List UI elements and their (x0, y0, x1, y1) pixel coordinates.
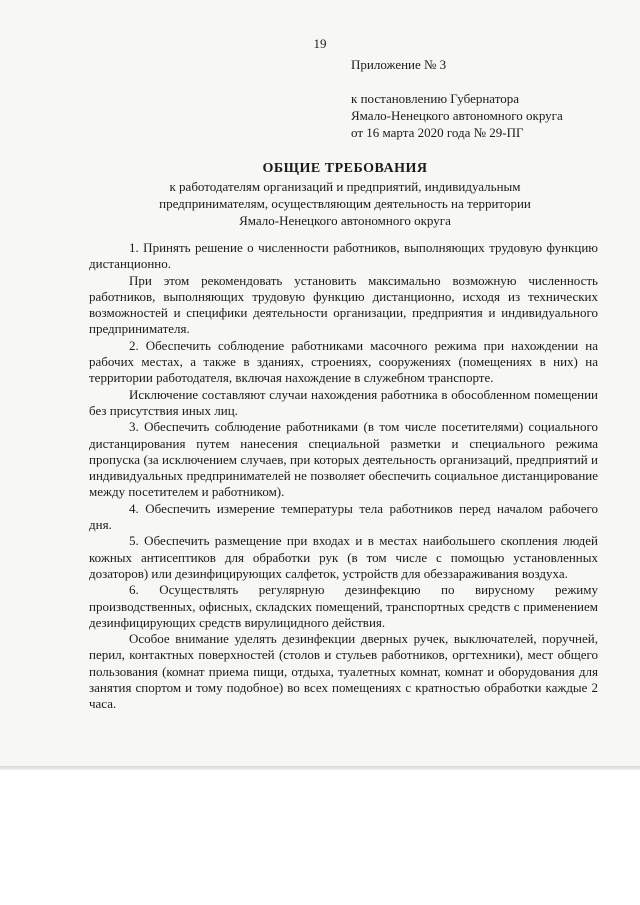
paragraph: 4. Обеспечить измерение температуры тела работников перед началом рабочего дня. (89, 500, 598, 533)
paragraph: При этом рекомендовать установить максимально возможную численность работников, выполняющих трудовую функцию дистанционно, исходя из технических возможностей и специфики деятельности организации, предприятия и индивидуального предпринимателя. (89, 272, 598, 337)
annex-block (351, 56, 621, 141)
paragraph: 3. Обеспечить соблюдение работниками (в том числе посетителями) социального дистанцирования путем нанесения специальной разметки и специального режима пропуска (за исключением случаев, при которых деятельность организаций, предприятий и индивидуальных предпринимателей не позволяет обеспечить социальное дистанцирование между посетителем и работником). (89, 419, 598, 500)
paragraph: 2. Обеспечить соблюдение работниками масочного режима при нахождении на рабочих местах, а также в зданиях, строениях, сооружениях (помещениях в них) на территории работодателя, включая нахождение в служебном транспорте. (89, 337, 598, 386)
paragraph: 1. Принять решение о численности работников, выполняющих трудовую функцию дистанционно. (89, 240, 598, 272)
page-number: 19 (313, 36, 327, 51)
subtitle-line: к работодателям организаций и предприятий, индивидуальным (169, 179, 521, 194)
annex-line: от 16 марта 2020 года № 29-ПГ (351, 125, 524, 140)
paragraph: 6. Осуществлять регулярную дезинфекцию по вирусному режиму производственных, офисных, складских помещений, транспортных средств с применением дезинфицирующих средств вирулицидного действия. (89, 582, 598, 630)
annex-line: к постановлению Губернатора (351, 91, 520, 106)
document-subtitle (80, 178, 610, 229)
document-body (89, 240, 598, 713)
paragraph: Особое внимание уделять дезинфекции дверных ручек, выключателей, поручней, перил, контактных поверхностей (столов и стульев работников, оргтехники), мест общего пользования (комнат приема пищи, отдыха, туалетных комнат, комнат и оборудования для занятия спортом и тому подобное) во всех помещениях с кратностью обработки каждые 2 часа. (89, 631, 598, 712)
scan-bottom-edge (0, 766, 640, 770)
subtitle-line: Ямало-Ненецкого автономного округа (239, 213, 451, 228)
annex-line: Ямало-Ненецкого автономного округа (351, 108, 563, 123)
annex-title: Приложение № 3 (351, 57, 447, 72)
subtitle-line: предпринимателям, осуществляющим деятельность на территории (159, 196, 531, 211)
paragraph: 5. Обеспечить размещение при входах и в местах наибольшего скопления людей кожных антисептиков для обработки рук (в том числе с помощью установленных дозаторов) или дезинфицирующих салфеток, устройств для обеззараживания воздуха. (89, 533, 598, 581)
document-heading (80, 160, 610, 229)
document-title: ОБЩИЕ ТРЕБОВАНИЯ (262, 161, 428, 176)
paragraph: Исключение составляют случаи нахождения работника в обособленном помещении без присутствия иных лиц. (89, 386, 598, 418)
